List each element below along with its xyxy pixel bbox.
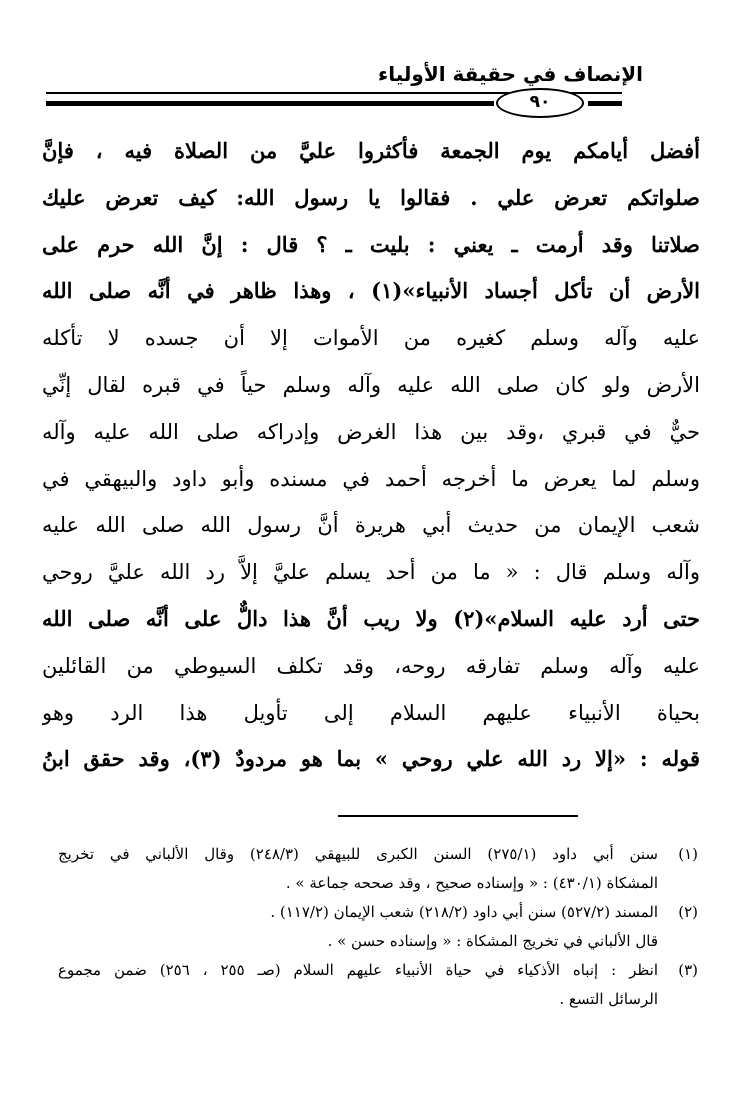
footnote-line: المشكاة (٤٣٠/١) : « وإسناده صحيح ، وقد صححه جماعة » .: [285, 874, 658, 892]
header-rule-right: [588, 101, 622, 106]
body-line: أفضل أيامكم يوم الجمعة فأكثروا عليَّ من الصلاة فيه ، فإنَّ: [42, 138, 700, 163]
body-line: الأرض ولو كان صلى الله عليه وآله وسلم حياً في قبره لقال إنِّي: [42, 372, 700, 397]
body-line: حيٌّ في قبري ،وقد بين هذا الغرض وإدراكه صلى الله عليه وآله: [42, 419, 700, 444]
body-line: وآله وسلم قال : « ما من أحد يسلم عليَّ إلاَّ رد الله عليَّ روحي: [42, 560, 700, 585]
footnote: [58, 898, 698, 956]
footnote-line: سنن أبي داود (٢٧٥/١) السنن الكبرى للبيهقي (٢٤٨/٣) وقال الألباني في تخريج: [58, 845, 658, 863]
footnotes: [58, 840, 698, 1014]
page-number: ٩٠: [496, 88, 584, 118]
body-line: عليه وآله وسلم تفارقه روحه، وقد تكلف السيوطي من القائلين: [42, 653, 700, 678]
footnote-marker: (٣): [678, 961, 698, 979]
footnote-line: الرسائل التسع .: [559, 990, 658, 1008]
footnote-line: انظر : إنباه الأذكياء في حياة الأنبياء عليهم السلام (صـ ٢٥٥ ، ٢٥٦) ضمن مجموع: [58, 961, 658, 979]
footnote: [58, 840, 698, 898]
footnote-marker: (١): [678, 845, 698, 863]
body-line: صلواتكم تعرض علي . فقالوا يا رسول الله: كيف تعرض عليك: [42, 184, 700, 210]
body-line: الأرض أن تأكل أجساد الأنبياء»(١) ، وهذا ظاهر في أنَّه صلى الله: [42, 278, 700, 304]
footnote-line: قال الألباني في تخريج المشكاة : « وإسناده حسن » .: [327, 932, 658, 950]
header-rule-left: [46, 101, 494, 106]
footnote-line: المسند (٥٢٧/٢) سنن أبي داود (٢١٨/٢) شعب الإيمان (١١٧/٢) .: [270, 903, 658, 921]
body-line: شعب الإيمان من حديث أبي هريرة أنَّ رسول الله صلى الله عليه: [42, 513, 700, 538]
footnote: [58, 956, 698, 1014]
body-line: بحياة الأنبياء عليهم السلام إلى تأويل هذا الرد وهو: [42, 700, 700, 725]
footnote-separator: [338, 815, 578, 817]
body-text: [42, 128, 700, 783]
body-line: وسلم لما يعرض ما أخرجه أحمد في مسنده وأبو داود والبيهقي في: [42, 466, 700, 491]
body-line: قوله : «إلا رد الله علي روحي » بما هو مردودٌ (٣)، وقد حقق ابنُ: [42, 746, 700, 772]
running-title: الإنصاف في حقيقة الأولياء: [377, 62, 643, 86]
body-line: صلاتنا وقد أرمت ـ يعني : بليت ـ ؟ قال : إنَّ الله حرم على: [42, 231, 700, 257]
body-line: عليه وآله وسلم كغيره من الأموات إلا أن جسده لا تأكله: [42, 326, 700, 351]
body-line: حتى أرد عليه السلام»(٢) ولا ريب أنَّ هذا دالٌّ على أنَّه صلى الله: [42, 605, 700, 631]
footnote-marker: (٢): [678, 903, 698, 921]
